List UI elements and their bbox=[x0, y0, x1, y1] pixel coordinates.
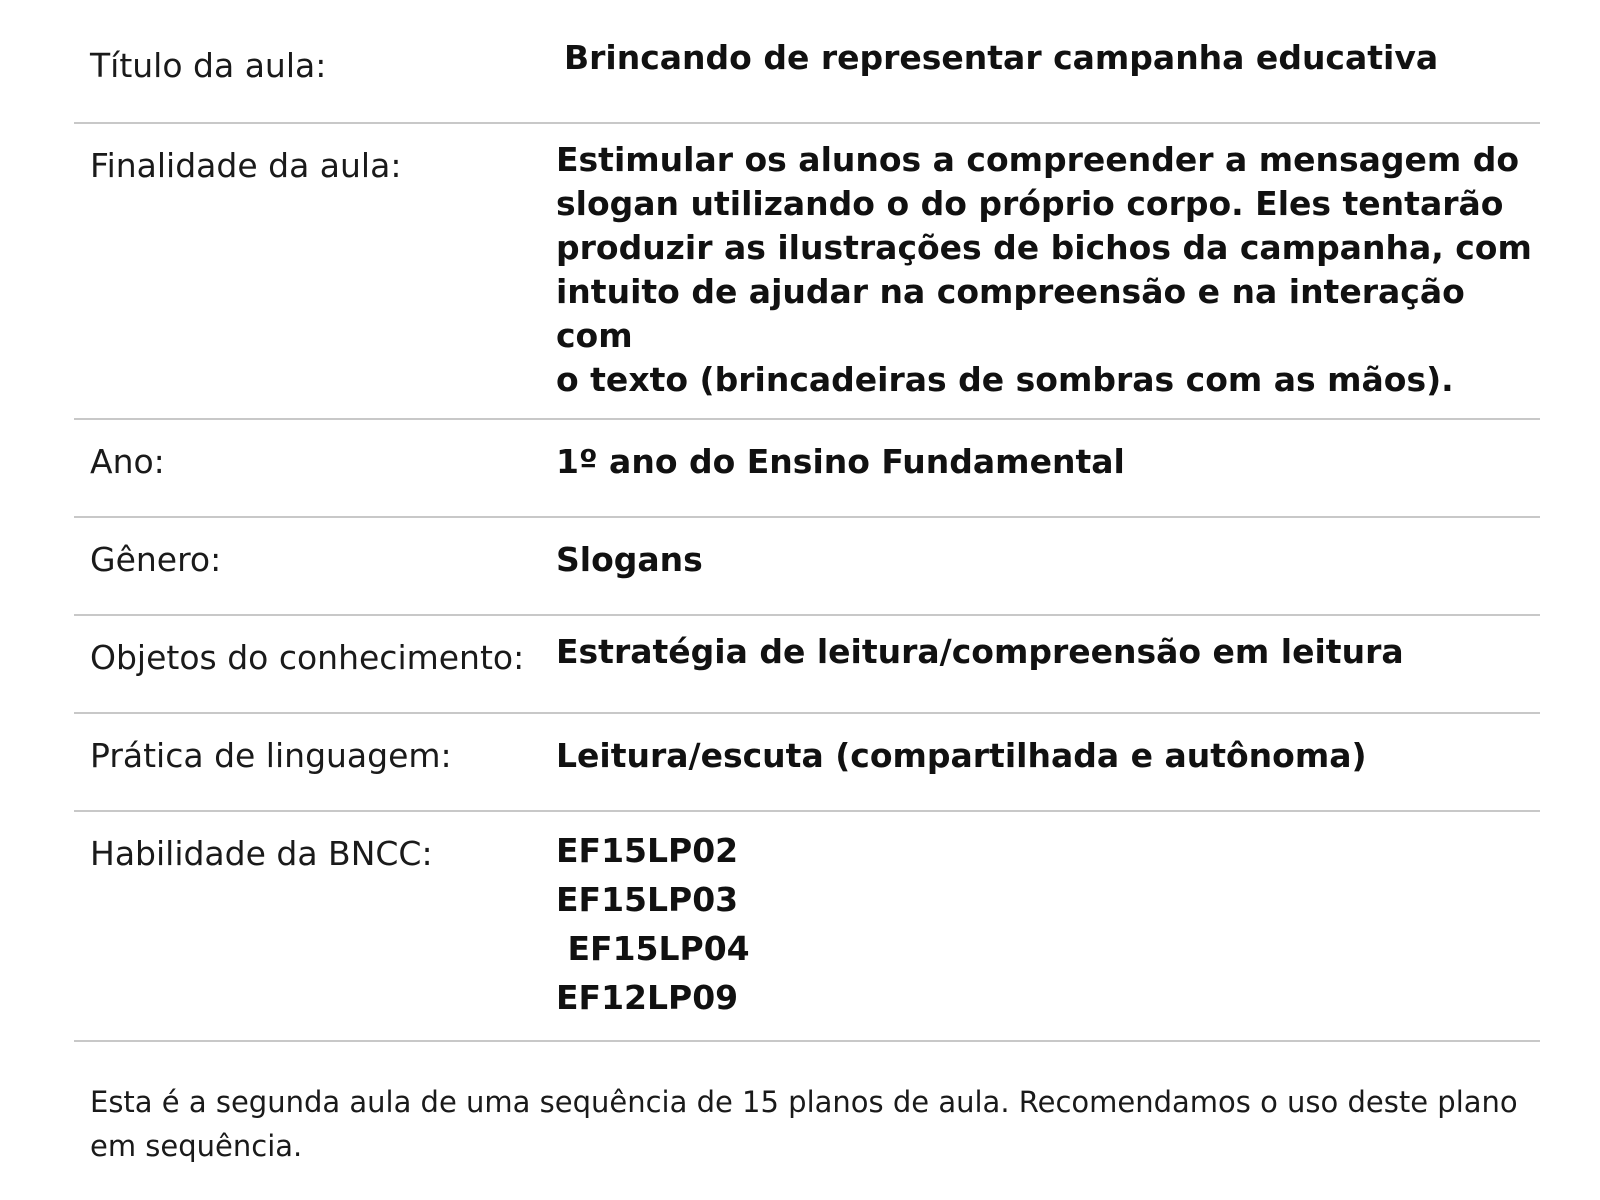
label-objetos: Objetos do conhecimento: bbox=[90, 638, 525, 677]
row-habilidade bbox=[74, 812, 1540, 1042]
row-ano bbox=[74, 420, 1540, 518]
label-titulo: Título da aula: bbox=[90, 46, 327, 85]
value-pratica: Leitura/escuta (compartilhada e autônoma) bbox=[556, 736, 1367, 775]
row-finalidade bbox=[74, 124, 1540, 420]
label-pratica: Prática de linguagem: bbox=[90, 736, 452, 775]
label-habilidade: Habilidade da BNCC: bbox=[90, 834, 433, 873]
value-titulo: Brincando de representar campanha educativa bbox=[564, 38, 1439, 77]
label-finalidade: Finalidade da aula: bbox=[90, 146, 402, 185]
lesson-info-table bbox=[74, 0, 1540, 1042]
finalidade-line: o texto (brincadeiras de sombras com as mãos). bbox=[556, 360, 1454, 399]
label-genero: Gênero: bbox=[90, 540, 222, 579]
value-genero: Slogans bbox=[556, 540, 703, 579]
row-titulo bbox=[74, 0, 1540, 124]
bncc-code: EF15LP02 bbox=[556, 831, 739, 870]
label-ano: Ano: bbox=[90, 442, 165, 481]
value-finalidade bbox=[556, 138, 1530, 402]
finalidade-line: intuito de ajudar na compreensão e na interação bbox=[556, 272, 1465, 311]
bncc-code: EF15LP04 bbox=[556, 929, 750, 968]
value-ano: 1º ano do Ensino Fundamental bbox=[556, 442, 1125, 481]
bncc-code: EF12LP09 bbox=[556, 978, 739, 1017]
finalidade-line: produzir as ilustrações de bichos da campanha, com bbox=[556, 228, 1532, 267]
row-objetos bbox=[74, 616, 1540, 714]
sequence-note: Esta é a segunda aula de uma sequência de 15 planos de aula. Recomendamos o uso deste plano em sequência. bbox=[90, 1085, 1518, 1163]
row-pratica bbox=[74, 714, 1540, 812]
row-genero bbox=[74, 518, 1540, 616]
finalidade-line: slogan utilizando o do próprio corpo. Eles tentarão bbox=[556, 184, 1504, 223]
value-objetos: Estratégia de leitura/compreensão em leitura bbox=[556, 632, 1404, 671]
bncc-code: EF15LP03 bbox=[556, 880, 739, 919]
finalidade-line: Estimular os alunos a compreender a mensagem do bbox=[556, 140, 1520, 179]
value-habilidade bbox=[556, 826, 1530, 1022]
finalidade-line: com bbox=[556, 316, 633, 355]
